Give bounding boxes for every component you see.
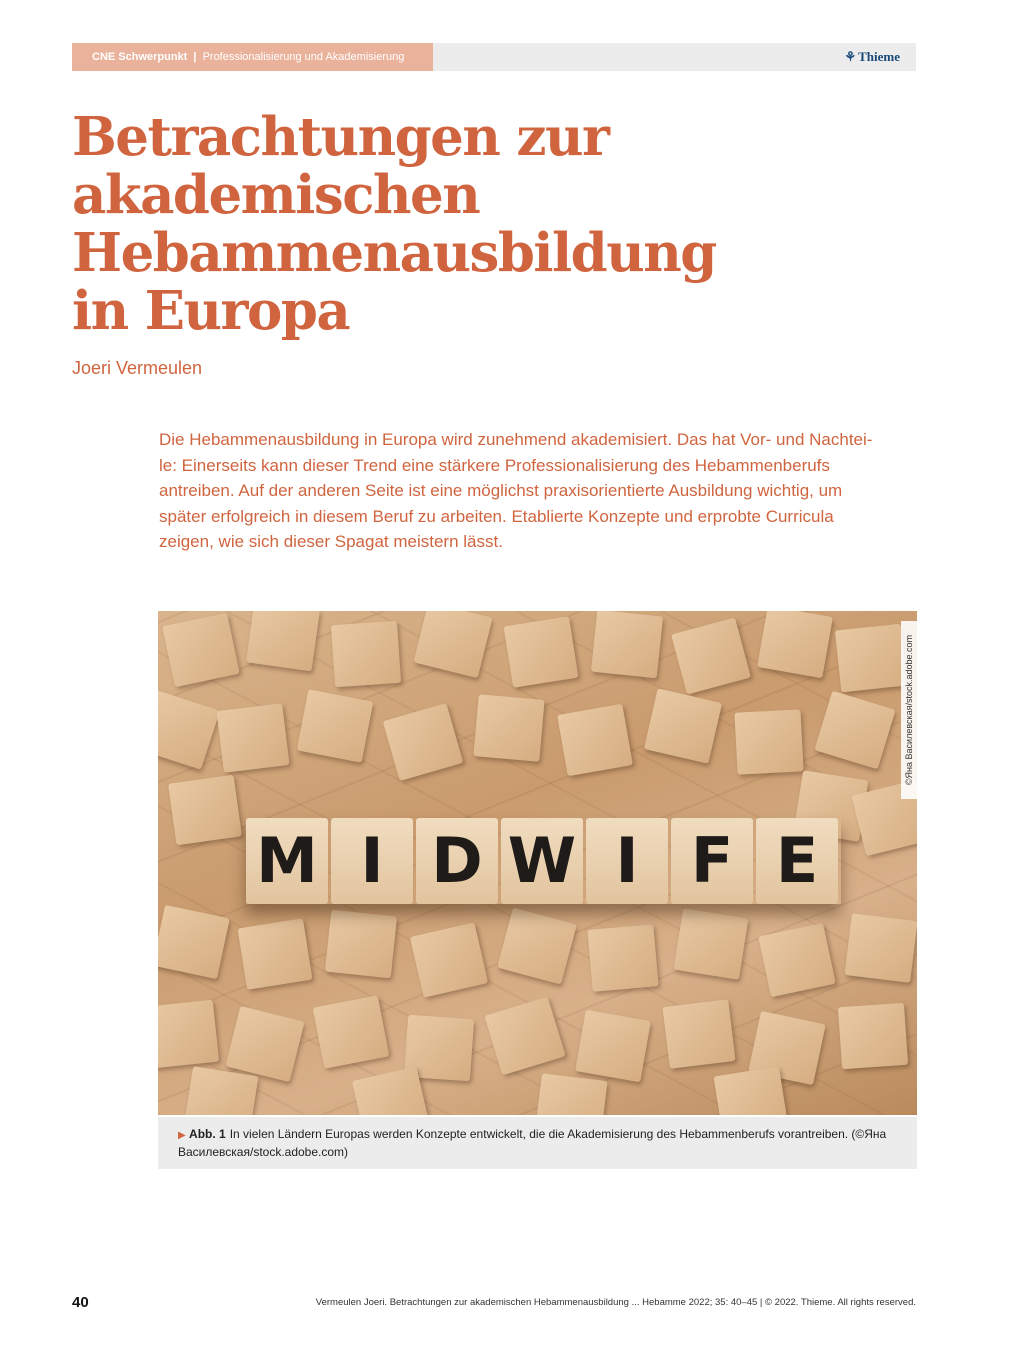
wood-tile <box>835 624 907 693</box>
wood-tile <box>587 924 658 992</box>
running-header <box>72 43 916 71</box>
wood-tile <box>158 690 220 769</box>
letter-tile: F <box>671 818 753 904</box>
lead-line: später erfolgreich in diesem Beruf zu arbeiten. Etablierte Konzepte und erprobte Curricula <box>159 506 834 526</box>
caption-arrow-icon: ▶ <box>178 1130 186 1141</box>
wood-tile <box>473 694 544 762</box>
wood-tile <box>644 688 722 763</box>
section-name: CNE Schwerpunkt <box>92 51 188 63</box>
wood-tile <box>246 611 320 671</box>
caption-text: In vielen Ländern Europas werden Konzepte entwickelt, die die Akademisierung des Hebammenberufs vorantreiben. (©Яна <box>229 1127 887 1141</box>
wood-tile <box>534 1073 607 1115</box>
wood-tile <box>484 997 565 1076</box>
lead-line: le: Einerseits kann dieser Trend eine stärkere Professionalisierung des Hebammenberufs <box>159 455 830 475</box>
footer-citation: Vermeulen Joeri. Betrachtungen zur akademischen Hebammenausbildung ... Hebamme 2022; 35: 40–45 | © 2022. Thieme. All rights reserved. <box>315 1297 916 1308</box>
letter-tile: I <box>331 818 413 904</box>
lead-line: Die Hebammenausbildung in Europa wird zunehmend akademisiert. Das hat Vor- und Nachtei- <box>159 430 873 449</box>
thieme-crest-icon: ⚘ <box>844 49 857 64</box>
photo-credit-text: ©Яна Василевская/stock.adobe.com <box>904 634 914 786</box>
wood-tile <box>814 691 895 770</box>
photo-credit <box>901 621 917 799</box>
wood-tile <box>410 922 488 997</box>
page-number: 40 <box>72 1294 89 1311</box>
title-line: akademischen <box>72 164 480 226</box>
wood-tile <box>734 709 803 774</box>
figure-photo <box>158 611 917 1115</box>
wood-tile <box>844 913 917 983</box>
wood-tile <box>238 918 313 990</box>
wood-tile <box>216 703 289 773</box>
wood-tile <box>575 1010 651 1083</box>
caption-line: Василевская/stock.adobe.com) <box>178 1145 349 1159</box>
article-title <box>72 108 772 340</box>
wood-tile <box>383 703 464 781</box>
wood-tile <box>557 704 633 777</box>
title-line: in Europa <box>72 280 350 342</box>
wood-tile <box>497 908 577 985</box>
article-author: Joeri Vermeulen <box>72 358 203 378</box>
publisher-logo <box>844 43 900 71</box>
wood-tile <box>757 611 833 678</box>
wood-tile <box>325 910 397 979</box>
letter-tile: E <box>756 818 838 904</box>
wood-tile <box>758 923 835 997</box>
wood-tile <box>838 1003 908 1069</box>
wood-tile <box>714 1066 789 1115</box>
title-line: Hebammenausbildung <box>72 222 716 284</box>
wood-tile <box>413 611 492 678</box>
letter-tile: W <box>501 818 583 904</box>
midwife-word-tiles <box>246 818 841 904</box>
section-label <box>72 43 433 71</box>
wood-tile <box>504 616 579 688</box>
figure-caption <box>158 1117 917 1169</box>
wood-tile <box>671 618 751 695</box>
wood-tile <box>662 999 735 1069</box>
section-separator: | <box>193 51 197 63</box>
wood-tile <box>184 1066 259 1115</box>
lead-line: zeigen, wie sich dieser Spagat meistern lässt. <box>159 532 503 551</box>
wood-tile <box>297 689 374 762</box>
publisher-name: Thieme <box>858 49 900 64</box>
caption-label: Abb. 1 <box>189 1127 226 1141</box>
wood-tile <box>674 908 749 980</box>
wood-tile <box>158 1000 219 1069</box>
wood-tile <box>162 613 239 687</box>
title-line: Betrachtungen zur <box>72 106 609 168</box>
letter-tile: M <box>246 818 328 904</box>
letter-tile: I <box>586 818 668 904</box>
wood-tile <box>591 611 663 678</box>
wood-tile <box>313 995 390 1068</box>
wood-tile <box>331 621 401 687</box>
wood-tile <box>168 775 242 846</box>
wood-tile <box>225 1006 304 1082</box>
section-topic: Professionalisierung und Akademisierung <box>202 51 405 63</box>
article-lead <box>159 427 919 555</box>
caption-line <box>178 1126 903 1144</box>
lead-line: antreiben. Auf der anderen Seite ist eine möglichst praxisorientierte Ausbildung wichtig, um <box>159 481 843 500</box>
letter-tile: D <box>416 818 498 904</box>
wood-tile <box>158 905 230 979</box>
